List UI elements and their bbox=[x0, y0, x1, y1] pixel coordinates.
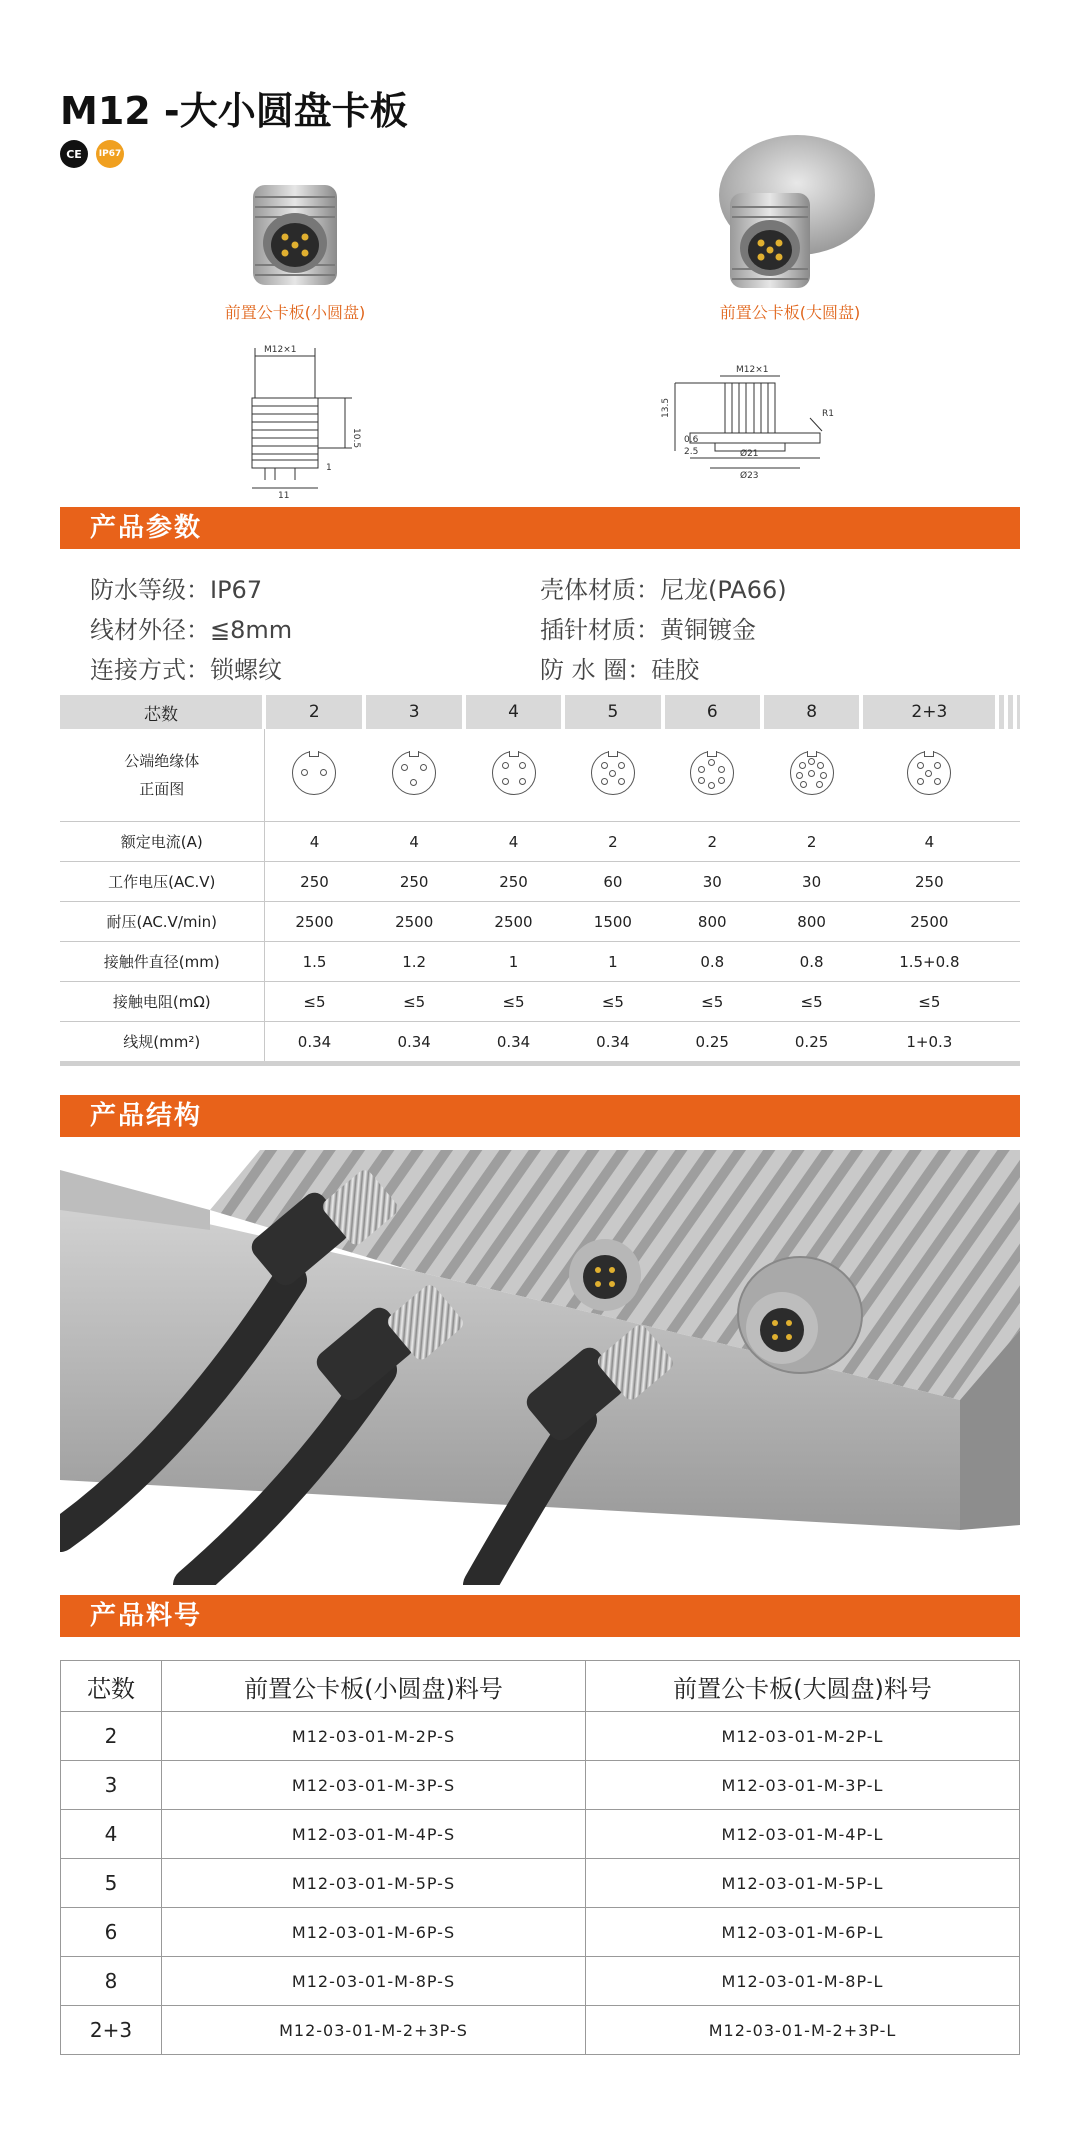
spec-cell: 2500 bbox=[364, 902, 463, 942]
spec-cell: 800 bbox=[762, 902, 861, 942]
spec-cell bbox=[1006, 982, 1015, 1022]
face-cell bbox=[861, 729, 997, 822]
dim-t25-large: 2.5 bbox=[684, 447, 699, 457]
parts-cell-small: M12-03-01-M-2P-S bbox=[162, 1712, 586, 1761]
parts-header-small: 前置公卡板(小圆盘)料号 bbox=[162, 1661, 586, 1712]
parts-header-large: 前置公卡板(大圆盘)料号 bbox=[586, 1661, 1020, 1712]
page-title: M12 -大小圆盘卡板 bbox=[60, 89, 408, 133]
parts-cell-small: M12-03-01-M-4P-S bbox=[162, 1810, 586, 1859]
parts-cell-cores: 2+3 bbox=[61, 2006, 162, 2055]
table-row bbox=[61, 2006, 1020, 2055]
spec-row-label: 工作电压(AC.V) bbox=[60, 862, 264, 902]
parts-cell-cores: 2 bbox=[61, 1712, 162, 1761]
dim-width-small: 11 bbox=[278, 491, 290, 498]
pin-face-5-icon bbox=[591, 751, 635, 795]
large-flange-connector-image bbox=[705, 133, 875, 298]
param-row bbox=[90, 610, 990, 650]
spec-cell bbox=[1006, 902, 1015, 942]
face-cell bbox=[1015, 729, 1020, 822]
spec-cell: 1+0.3 bbox=[861, 1022, 997, 1064]
parts-cell-small: M12-03-01-M-8P-S bbox=[162, 1957, 586, 2006]
spec-core-2: 2 bbox=[264, 695, 364, 729]
spec-cell: 2 bbox=[663, 822, 762, 862]
parts-cell-large: M12-03-01-M-5P-L bbox=[586, 1859, 1020, 1908]
param-connection: 连接方式：锁螺纹 bbox=[90, 656, 282, 684]
dim-height-small: 10.5 bbox=[351, 428, 361, 449]
face-cell bbox=[264, 729, 364, 822]
spec-cell: 2500 bbox=[861, 902, 997, 942]
spec-cell: ≤5 bbox=[861, 982, 997, 1022]
spec-cell: 0.25 bbox=[762, 1022, 861, 1064]
dim-t06-large: 0.6 bbox=[684, 435, 699, 445]
parts-cell-cores: 5 bbox=[61, 1859, 162, 1908]
parts-cell-large: M12-03-01-M-2+3P-L bbox=[586, 2006, 1020, 2055]
spec-core-3: 3 bbox=[364, 695, 463, 729]
table-row bbox=[61, 1810, 1020, 1859]
spec-cell bbox=[997, 942, 1006, 982]
spec-face-label bbox=[60, 729, 264, 822]
spec-cell bbox=[997, 902, 1006, 942]
parts-cell-large: M12-03-01-M-2P-L bbox=[586, 1712, 1020, 1761]
product-caption-large: 前置公卡板(大圆盘) bbox=[719, 303, 861, 322]
parts-cell-large: M12-03-01-M-3P-L bbox=[586, 1761, 1020, 1810]
parts-cell-large: M12-03-01-M-8P-L bbox=[586, 1957, 1020, 2006]
dim-d21-large: Ø21 bbox=[740, 449, 759, 459]
spec-core-5: 5 bbox=[563, 695, 662, 729]
face-cell bbox=[997, 729, 1006, 822]
spec-cell: 1500 bbox=[563, 902, 662, 942]
dim-one-small: 1 bbox=[326, 463, 332, 473]
spec-row-voltage bbox=[60, 862, 1020, 902]
spec-cell: ≤5 bbox=[264, 982, 364, 1022]
spec-cell: 0.34 bbox=[563, 1022, 662, 1064]
parts-cell-cores: 6 bbox=[61, 1908, 162, 1957]
spec-cell: 30 bbox=[663, 862, 762, 902]
spec-cell: 0.34 bbox=[364, 1022, 463, 1064]
spec-cell: ≤5 bbox=[464, 982, 563, 1022]
face-cell bbox=[364, 729, 463, 822]
spec-row-label: 接触件直径(mm) bbox=[60, 942, 264, 982]
spec-cell: 2 bbox=[563, 822, 662, 862]
spec-cell bbox=[1015, 942, 1020, 982]
parts-cell-small: M12-03-01-M-3P-S bbox=[162, 1761, 586, 1810]
spec-core-4: 4 bbox=[464, 695, 563, 729]
ce-mark-icon: CE bbox=[60, 140, 88, 168]
spec-row-label: 线规(mm²) bbox=[60, 1022, 264, 1064]
spec-header-cores: 芯数 bbox=[60, 695, 264, 729]
spec-row-contact-resistance bbox=[60, 982, 1020, 1022]
spec-cell bbox=[997, 862, 1006, 902]
param-housing-material: 壳体材质：尼龙(PA66) bbox=[540, 576, 787, 604]
section-bar-structure: 产品结构 bbox=[60, 1095, 1020, 1137]
spec-cell bbox=[997, 982, 1006, 1022]
spec-cell: 250 bbox=[264, 862, 364, 902]
pin-face-8-icon bbox=[790, 751, 834, 795]
param-waterproof: 防水等级：IP67 bbox=[90, 576, 263, 604]
spec-cell bbox=[997, 1022, 1006, 1064]
spec-cell bbox=[1015, 1022, 1020, 1064]
connector-assembly-illustration bbox=[60, 1150, 1020, 1585]
spec-cell: 250 bbox=[364, 862, 463, 902]
spec-cell bbox=[1006, 862, 1015, 902]
spec-cell: 4 bbox=[464, 822, 563, 862]
spec-empty-col bbox=[997, 695, 1006, 729]
spec-cell: ≤5 bbox=[364, 982, 463, 1022]
spec-table bbox=[60, 695, 1020, 1066]
spec-cell: 0.8 bbox=[762, 942, 861, 982]
dim-m12-large: M12×1 bbox=[736, 365, 769, 375]
product-caption-small: 前置公卡板(小圆盘) bbox=[224, 303, 366, 322]
table-row bbox=[61, 1761, 1020, 1810]
table-row bbox=[61, 1908, 1020, 1957]
spec-cell: 60 bbox=[563, 862, 662, 902]
table-row bbox=[61, 1957, 1020, 2006]
small-flange-connector-image bbox=[235, 175, 355, 295]
spec-cell: 0.8 bbox=[663, 942, 762, 982]
spec-row-label: 接触电阻(mΩ) bbox=[60, 982, 264, 1022]
section-bar-parts: 产品料号 bbox=[60, 1595, 1020, 1637]
parts-cell-small: M12-03-01-M-2+3P-S bbox=[162, 2006, 586, 2055]
small-flange-dimension-drawing bbox=[230, 338, 380, 498]
spec-cell: 4 bbox=[264, 822, 364, 862]
spec-cell: ≤5 bbox=[663, 982, 762, 1022]
pin-face-6-icon bbox=[690, 751, 734, 795]
pin-face-4-icon bbox=[492, 751, 536, 795]
pin-face-2-icon bbox=[292, 751, 336, 795]
spec-cell: 4 bbox=[364, 822, 463, 862]
spec-core-2plus3: 2+3 bbox=[861, 695, 997, 729]
spec-row-current bbox=[60, 822, 1020, 862]
spec-header-row bbox=[60, 695, 1020, 729]
parts-cell-cores: 8 bbox=[61, 1957, 162, 2006]
face-label-line2: 正面图 bbox=[139, 780, 185, 798]
spec-cell: 0.34 bbox=[264, 1022, 364, 1064]
spec-cell: 1.5 bbox=[264, 942, 364, 982]
spec-cell: ≤5 bbox=[563, 982, 662, 1022]
spec-row-label: 耐压(AC.V/min) bbox=[60, 902, 264, 942]
spec-cell: 1.5+0.8 bbox=[861, 942, 997, 982]
spec-cell: 1.2 bbox=[364, 942, 463, 982]
spec-cell: ≤5 bbox=[762, 982, 861, 1022]
pin-face-2plus3-icon bbox=[907, 751, 951, 795]
spec-cell: 800 bbox=[663, 902, 762, 942]
spec-row-contact-diameter bbox=[60, 942, 1020, 982]
parts-cell-large: M12-03-01-M-6P-L bbox=[586, 1908, 1020, 1957]
spec-cell: 4 bbox=[861, 822, 997, 862]
dim-height-large: 13.5 bbox=[661, 397, 671, 418]
parts-cell-cores: 3 bbox=[61, 1761, 162, 1810]
parts-cell-cores: 4 bbox=[61, 1810, 162, 1859]
spec-cell bbox=[1015, 862, 1020, 902]
spec-empty-col bbox=[1015, 695, 1020, 729]
spec-cell: 1 bbox=[563, 942, 662, 982]
spec-cell bbox=[1015, 902, 1020, 942]
pin-face-3-icon bbox=[392, 751, 436, 795]
param-row bbox=[90, 650, 990, 690]
parts-header-cores: 芯数 bbox=[61, 1661, 162, 1712]
spec-cell: 30 bbox=[762, 862, 861, 902]
large-flange-dimension-drawing bbox=[660, 358, 870, 483]
face-cell bbox=[663, 729, 762, 822]
params-list bbox=[90, 570, 990, 690]
spec-cell: 2500 bbox=[264, 902, 364, 942]
param-cable-od: 线材外径：≦8mm bbox=[90, 616, 293, 644]
dim-d23-large: Ø23 bbox=[740, 471, 759, 481]
spec-cell: 2 bbox=[762, 822, 861, 862]
part-number-table bbox=[60, 1660, 1020, 2055]
spec-cell: 0.34 bbox=[464, 1022, 563, 1064]
spec-cell bbox=[1015, 822, 1020, 862]
spec-cell: 0.25 bbox=[663, 1022, 762, 1064]
face-cell bbox=[563, 729, 662, 822]
parts-cell-large: M12-03-01-M-4P-L bbox=[586, 1810, 1020, 1859]
spec-core-6: 6 bbox=[663, 695, 762, 729]
spec-face-row bbox=[60, 729, 1020, 822]
parts-cell-small: M12-03-01-M-6P-S bbox=[162, 1908, 586, 1957]
face-label-line1: 公端绝缘体 bbox=[124, 752, 200, 770]
spec-cell: 250 bbox=[861, 862, 997, 902]
dim-radius-large: R1 bbox=[822, 409, 834, 419]
spec-row-wire-gauge bbox=[60, 1022, 1020, 1064]
spec-cell bbox=[1006, 1022, 1015, 1064]
section-bar-params: 产品参数 bbox=[60, 507, 1020, 549]
spec-cell: 250 bbox=[464, 862, 563, 902]
face-cell bbox=[762, 729, 861, 822]
param-row bbox=[90, 570, 990, 610]
spec-cell bbox=[1015, 982, 1020, 1022]
parts-cell-small: M12-03-01-M-5P-S bbox=[162, 1859, 586, 1908]
structure-photo bbox=[60, 1150, 1020, 1585]
dim-m12-small: M12×1 bbox=[264, 345, 297, 355]
ip67-badge-icon: IP67 bbox=[96, 140, 124, 168]
param-seal: 防 水 圈：硅胶 bbox=[540, 656, 700, 684]
spec-row-withstand bbox=[60, 902, 1020, 942]
table-row bbox=[61, 1859, 1020, 1908]
spec-empty-col bbox=[1006, 695, 1015, 729]
face-cell bbox=[464, 729, 563, 822]
spec-cell: 2500 bbox=[464, 902, 563, 942]
face-cell bbox=[1006, 729, 1015, 822]
spec-cell bbox=[1006, 942, 1015, 982]
parts-header-row bbox=[61, 1661, 1020, 1712]
param-pin-material: 插针材质：黄铜镀金 bbox=[540, 616, 756, 644]
spec-cell bbox=[997, 822, 1006, 862]
spec-core-8: 8 bbox=[762, 695, 861, 729]
table-row bbox=[61, 1712, 1020, 1761]
spec-row-label: 额定电流(A) bbox=[60, 822, 264, 862]
spec-cell bbox=[1006, 822, 1015, 862]
spec-cell: 1 bbox=[464, 942, 563, 982]
